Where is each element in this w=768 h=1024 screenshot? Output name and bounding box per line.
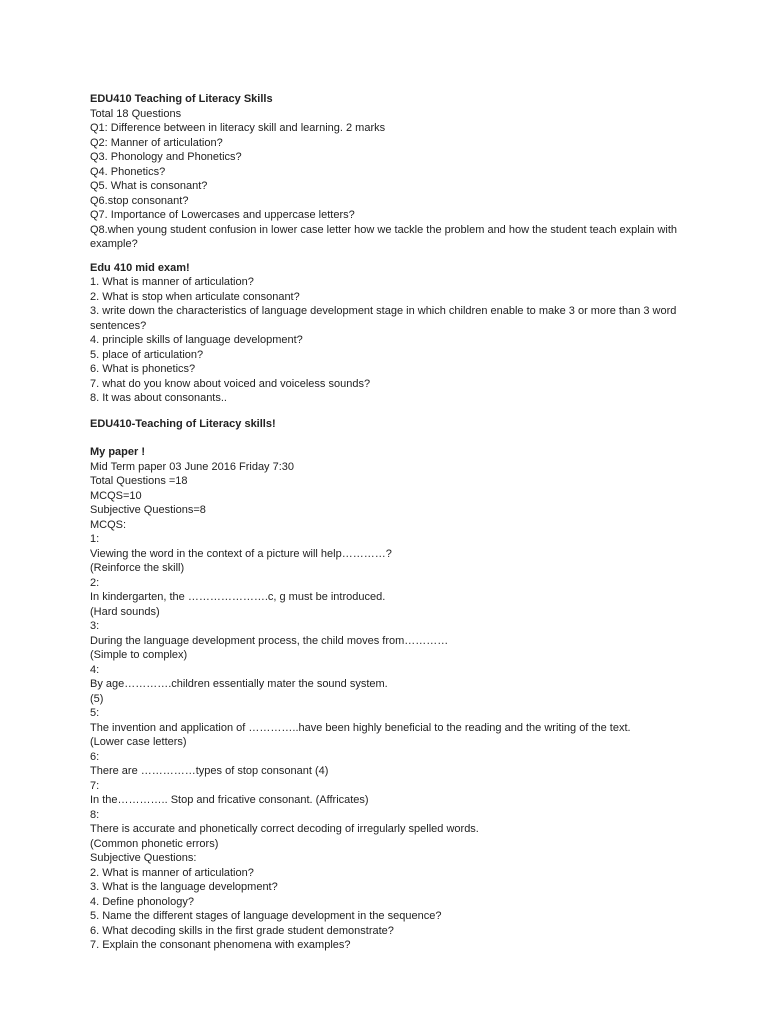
text-line: 8: [90,808,100,821]
text-line: 1. What is manner of articulation? [90,276,254,288]
text-line: There is accurate and phonetically correct decoding of irregularly spelled words. [90,823,479,835]
text-line: Total 18 Questions [90,107,182,120]
text-line: 4. Define phonology? [90,895,194,908]
text-line: (Simple to complex) [90,649,188,661]
text-line: 3: [90,620,100,632]
paper-lines [90,460,680,953]
section-heading: My paper ! [90,446,146,458]
text-line: Q1: Difference between in literacy skill and learning. 2 marks [90,122,386,134]
text-line: 5. place of articulation? [90,348,204,361]
text-line: Viewing the word in the context of a picture will help…………? [90,547,392,560]
text-line: 5: [90,707,100,719]
text-line: 6. What decoding skills in the first grade student demonstrate? [90,924,394,937]
text-line: (Common phonetic errors) [90,837,219,850]
text-line: In kindergarten, the ………………….c, g must be introduced. [90,591,386,603]
text-line: Subjective Questions=8 [90,504,206,516]
text-line: Q7. Importance of Lowercases and uppercase letters? [90,209,355,221]
text-line: 2. What is manner of articulation? [90,866,254,879]
text-line: There are ……………types of stop consonant (4) [90,765,329,777]
text-line: Total Questions =18 [90,475,188,487]
text-line: Subjective Questions: [90,852,197,864]
text-line: (5) [90,692,104,705]
text-line: By age………….children essentially mater the sound system. [90,678,388,690]
text-line: MCQS=10 [90,489,142,502]
text-line: Q2: Manner of articulation? [90,136,223,149]
text-line: Q8.when young student confusion in lower case letter how we tackle the problem and how the student teach explain with example? [90,223,678,250]
section-heading: Edu 410 mid exam! [90,261,190,274]
text-line: (Reinforce the skill) [90,562,185,574]
text-line: 3. What is the language development? [90,881,278,893]
text-line: 4. principle skills of language development? [90,334,303,346]
text-line: MCQS: [90,518,127,531]
text-line: During the language development process, the child moves from………… [90,634,449,647]
text-line: (Lower case letters) [90,736,187,748]
text-line: 2. What is stop when articulate consonant? [90,290,300,303]
text-line: Mid Term paper 03 June 2016 Friday 7:30 [90,460,295,473]
text-line: 1: [90,533,100,545]
text-line: 6. What is phonetics? [90,363,196,375]
document-content [90,92,680,953]
text-line: Q4. Phonetics? [90,165,166,178]
text-line: 7. what do you know about voiced and voiceless sounds? [90,377,371,390]
section-heading: EDU410 Teaching of Literacy Skills [90,93,273,105]
text-line: In the………….. Stop and fricative consonant. (Affricates) [90,794,369,806]
text-line: 7. Explain the consonant phenomena with examples? [90,939,351,951]
text-line: The invention and application of …………..have been highly beneficial to the reading and the writing of the text. [90,721,631,734]
text-line: 8. It was about consonants.. [90,392,227,404]
text-line: 7: [90,779,100,792]
text-line: 4: [90,663,100,676]
text-line: 6: [90,750,100,763]
text-line: Q6.stop consonant? [90,194,189,207]
text-line: 3. write down the characteristics of language development stage in which children enable to make 3 or more than 3 word sentences? [90,305,677,332]
text-line: 5. Name the different stages of language development in the sequence? [90,910,442,922]
text-line: (Hard sounds) [90,605,160,618]
text-line: Q3. Phonology and Phonetics? [90,151,242,163]
section-heading: EDU410-Teaching of Literacy skills! [90,417,276,430]
text-line: Q5. What is consonant? [90,180,208,192]
text-line: 2: [90,576,100,589]
